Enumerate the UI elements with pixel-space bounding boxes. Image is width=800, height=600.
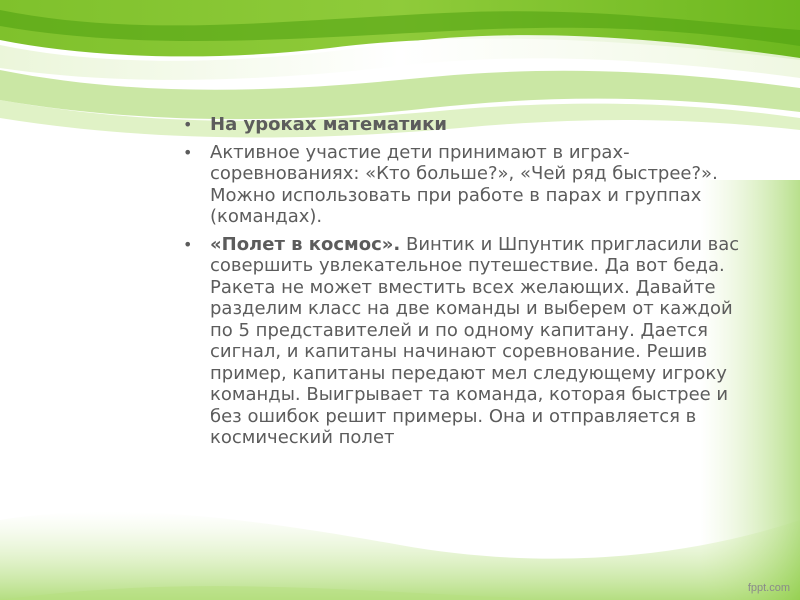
bullet-heading: «Полет в космос».: [210, 233, 401, 255]
bullet-text: Винтик и Шпунтик пригласили вас совершить увлекательное путешествие. Да вот беда. Ракета не может вместить всех желающих. Давайте разделим класс на две команды и выберем от каждой по 5 представителей и по одному капитану. Дается сигнал, и капитаны начинают соревнование. Решив пример, капитаны передают мел следующему игроку команды. Выигрывает та команда, которая быстрее и без ошибок решит примеры. Она и отправляется в космический полет: [210, 233, 740, 448]
list-item: [183, 142, 743, 228]
bullet-icon: •: [183, 115, 193, 134]
bullet-icon: •: [183, 142, 193, 162]
slide-body: [183, 114, 743, 455]
bullet-list: [183, 114, 743, 449]
bullet-icon: •: [183, 234, 193, 254]
watermark: fppt.com: [747, 582, 790, 594]
list-item: [183, 114, 743, 136]
list-item: [183, 234, 743, 449]
bullet-heading: На уроках математики: [210, 114, 447, 135]
bullet-text: Активное участие дети принимают в играх-соревнованиях: «Кто больше?», «Чей ряд быстрее?». Можно использовать при работе в парах и группах (командах).: [210, 141, 718, 227]
